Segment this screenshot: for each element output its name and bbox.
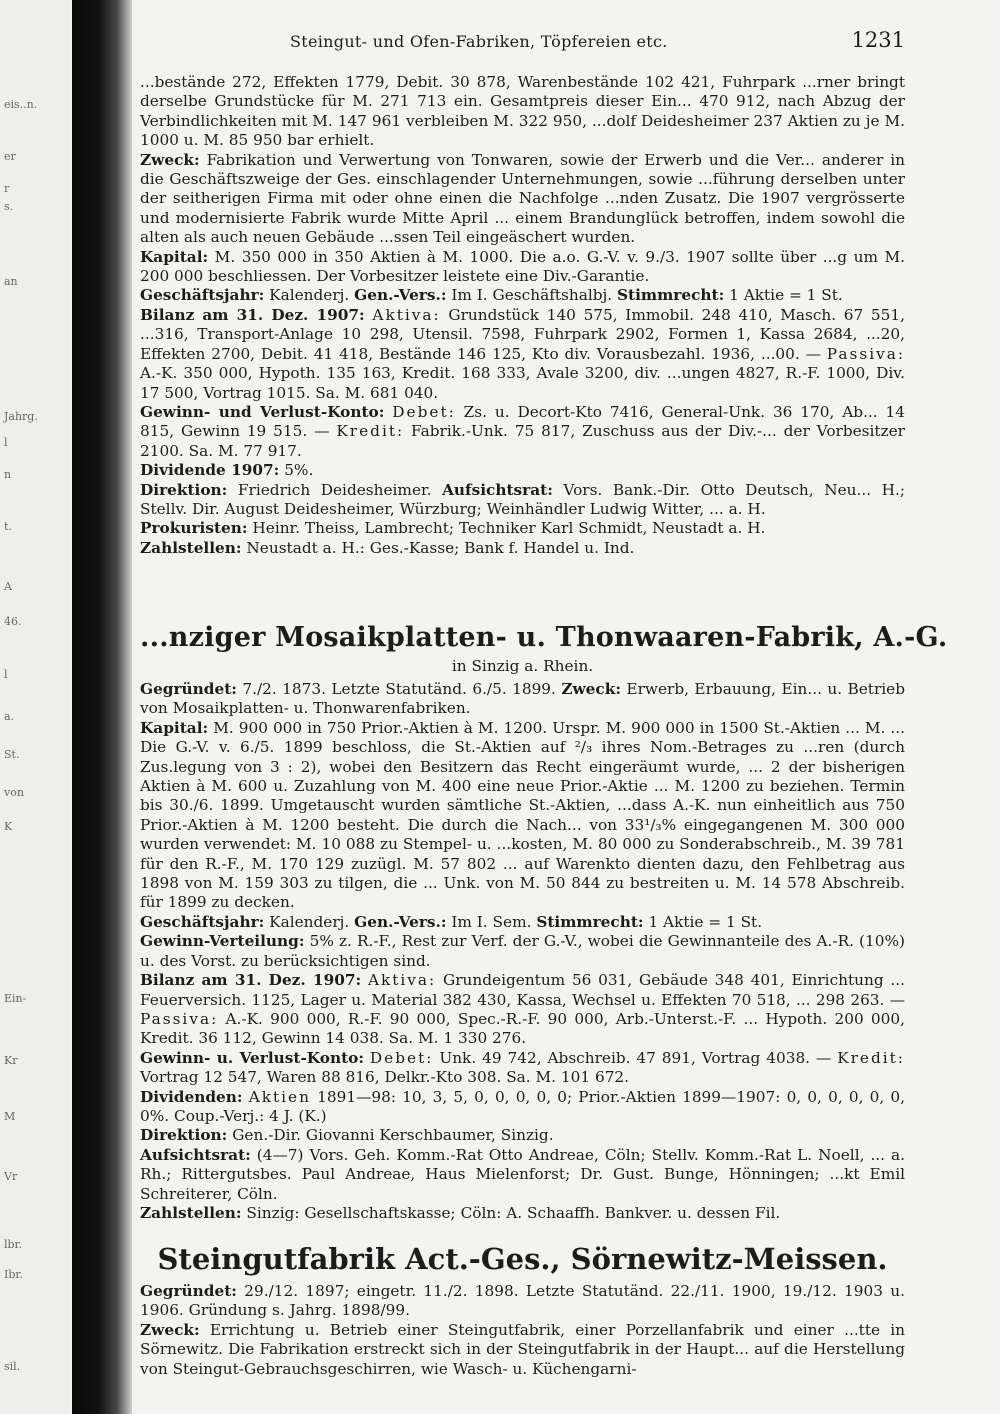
gutter-fragment: l [4, 668, 8, 681]
gutter-fragment: l [4, 436, 8, 449]
aufsichtsrat-paragraph: Aufsichtsrat: (4—7) Vors. Geh. Komm.-Rat Otto Andreae, Cöln; Stellv. Komm.-Rat L. Noell, ... a. Rh.; Rittergutsbes. Paul Andreae, Haus Mielenforst; Dr. Gust. Bunge, Hönningen; ...kt Emil Schreiterer, Cöln. [140, 1145, 905, 1203]
gegruendet-paragraph: Gegründet: 29./12. 1897; eingetr. 11./2. 1898. Letzte Statutänd. 22./11. 1900, 19./12. 1903 u. 1906. Gründung s. Jahrg. 1898/99. [140, 1282, 905, 1320]
gutter-fragment: Ein- [4, 992, 27, 1005]
gutter-fragment: sil. [4, 1360, 21, 1373]
prokuristen-paragraph: Prokuristen: Heinr. Theiss, Lambrecht; Techniker Karl Schmidt, Neustadt a. H. [140, 519, 766, 538]
entry-paragraph: ...bestände 272, Effekten 1779, Debit. 30 878, Warenbestände 102 421, Fuhrpark ...rner bringt derselbe Grundstücke für M. 271 713 ein. Gesamtpreis dieser Ein... 470 912, nach Abzug der Verbindlichkeiten mit M. 147 961 verbleiben M. 322 950, ...dolf Deidesheimer 237 Aktien zu je M. 1000 u. M. 85 950 bar erhielt. [140, 73, 905, 150]
gewinnverteilung-paragraph: Gewinn-Verteilung: 5% z. R.-F., Rest zur Verf. der G.-V., wobei die Gewinnanteile des A.-R. (10%) u. des Vorst. zu berücksichtigen sind. [140, 932, 905, 970]
gutter-fragment: K [4, 820, 13, 833]
gutter-fragment: Vr [4, 1170, 18, 1183]
zweck-paragraph: Zweck: Errichtung u. Betrieb einer Steingutfabrik, einer Porzellanfabrik und einer ...tte in Sörnewitz. Die Fabrikation erstreckt sich in der Steingutfabrik in der Haupt... auf die Herstellung von Steingut-Gebrauchsgeschirren, wie Wasch- u. Küchengarni- [140, 1320, 905, 1378]
zahlstellen-paragraph: Zahlstellen: Neustadt a. H.: Ges.-Kasse; Bank f. Handel u. Ind. [140, 538, 635, 557]
gutter-fragment: s. [4, 200, 14, 213]
running-title: Steingut- und Ofen-Fabriken, Töpfereien etc. [290, 32, 668, 51]
kapital-paragraph: Kapital: M. 350 000 in 350 Aktien à M. 1000. Die a.o. G.-V. v. 9./3. 1907 sollte über ...g um M. 200 000 beschliessen. Der Vorbesitzer leistete eine Div.-Garantie. [140, 247, 905, 286]
page-number: 1231 [851, 28, 905, 52]
gutter-fragment: eis..n. [4, 98, 38, 111]
gutter-fragment: St. [4, 748, 20, 761]
gutter-fragment: n [4, 468, 12, 481]
direktion-paragraph: Direktion: Gen.-Dir. Giovanni Kerschbaumer, Sinzig. [140, 1126, 554, 1145]
geschaeftsjahr-paragraph: Geschäftsjahr: Kalenderj. Gen.-Vers.: Im I. Geschäftshalbj. Stimmrecht: 1 Aktie = 1 St. [140, 286, 843, 305]
gutter-fragment: a. [4, 710, 15, 723]
gutter-fragment: Kr [4, 1054, 18, 1067]
gutter-fragment: M [4, 1110, 16, 1123]
dividenden-paragraph: Dividenden: Aktien 1891—98: 10, 3, 5, 0, 0, 0, 0, 0; Prior.-Aktien 1899—1907: 0, 0, 0, 0, 0, 0, 0%. Coup.-Verj.: 4 J. (K.) [140, 1087, 905, 1125]
gutter-fragment: Ibr. [4, 1268, 23, 1281]
dividende-paragraph: Dividende 1907: 5%. [140, 461, 314, 480]
company-title: Steingutfabrik Act.-Ges., Sörnewitz-Meissen. [157, 1242, 888, 1276]
gegruendet-paragraph: Gegründet: 7./2. 1873. Letzte Statutänd. 6./5. 1899. Zweck: Erwerb, Erbauung, Ein... u. Betrieb von Mosaikplatten- u. Thonwarenfabriken. [140, 680, 906, 718]
guv-paragraph: Gewinn- und Verlust-Konto: Debet: Zs. u. Decort-Kto 7416, General-Unk. 36 170, Ab... 14 815, Gewinn 19 515. — Kredit: Fabrik.-Unk. 75 817, Zuschuss aus der Div.-... der Vorbesitzer 2100. Sa. M. 77 917. [140, 402, 905, 460]
gutter-fragment: t. [4, 520, 12, 533]
gutter-fragment: 46. [4, 615, 22, 628]
page-header [140, 26, 905, 56]
entry-deidesheimer [140, 73, 905, 558]
book-binding-shadow [72, 0, 132, 1414]
kapital-paragraph: Kapital: M. 900 000 in 750 Prior.-Aktien à M. 1200. Urspr. M. 900 000 in 1500 St.-Aktien ... M. ... Die G.-V. v. 6./5. 1899 beschloss, die St.-Aktien auf ²/₃ ihres Nom.-Betrages zu ...ren (durch Zus.legung von 3 : 2), wobei den Besitzern das Recht eingeräumt wurde, ... 2 der bisherigen Aktien à M. 600 u. Zuzahlung von M. 400 eine neue Prior.-Aktie ... M. 1200 zu beziehen. Termin bis 30./6. 1899. Umgetauscht wurden sämtliche St.-Aktien, ...dass A.-K. nun einheitlich aus 750 Prior.-Aktien à M. 1200 besteht. Die durch die Nach... von 33¹/₃% eingegangenen M. 300 000 wurden verwendet: M. 10 088 zu Stempel- u. ...kosten, M. 80 000 zu Sonderabschreib., M. 39 781 für den R.-F., M. 170 129 zuzügl. M. 57 802 ... auf Warenkto dienten dazu, den Fehlbetrag aus 1898 von M. 159 303 zu tilgen, die ... Unk. von M. 50 844 zu bestreiten u. M. 14 578 Abschreib. für 1899 zu decken. [140, 718, 905, 912]
gutter-fragment: von [4, 786, 24, 799]
entry-soernewitz [140, 1282, 905, 1379]
gutter-fragment: an [4, 275, 18, 288]
zweck-paragraph: Zweck: Fabrikation und Verwertung von Tonwaren, sowie der Erwerb und die Ver... anderer in die Geschäftszweige der Ges. einschlagender Unternehmungen, sowie ...führung derselben unter der seitherigen Firma mit oder ohne einen die Nachfolge ...nden Zusatz. Die 1907 vergrösserte und modernisierte Fabrik wurde Mitte April ... einem Brandunglück betroffen, indem sowohl die alten als auch neuen Gebäude ...ssen Teil eingeäschert wurden. [140, 150, 905, 247]
adjacent-page-margin [0, 0, 70, 1414]
gutter-fragment: Jahrg. [4, 410, 38, 423]
guv-paragraph: Gewinn- u. Verlust-Konto: Debet: Unk. 49 742, Abschreib. 47 891, Vortrag 4038. — Kredit: Vortrag 12 547, Waren 88 816, Delkr.-Kto 308. Sa. M. 101 672. [140, 1048, 905, 1087]
bilanz-paragraph: Bilanz am 31. Dez. 1907: Aktiva: Grundeigentum 56 031, Gebäude 348 401, Einrichtung ... Feuerversich. 1125, Lager u. Material 382 430, Kassa, Wechsel u. Effekten 70 518, ... 298 263. — Passiva: A.-K. 900 000, R.-F. 90 000, Spec.-R.-F. 90 000, Arb.-Unterst.-F. ... Hypoth. 200 000, Kredit. 36 112, Gewinn 14 038. Sa. M. 1 330 276. [140, 971, 905, 1048]
gutter-fragment: er [4, 150, 16, 163]
direktion-paragraph: Direktion: Friedrich Deidesheimer. Aufsichtsrat: Vors. Bank.-Dir. Otto Deutsch, Neu... H.; Stellv. Dir. August Deidesheimer, Würzburg; Weinhändler Ludwig Witter, ... a. H. [140, 480, 905, 518]
entry-sinzig [140, 680, 905, 1223]
company-title: ...nziger Mosaikplatten- u. Thonwaaren-Fabrik, A.-G. [140, 622, 948, 653]
company-location: in Sinzig a. Rhein. [451, 657, 594, 675]
gutter-fragment: A [4, 580, 12, 593]
bilanz-paragraph: Bilanz am 31. Dez. 1907: Aktiva: Grundstück 140 575, Immobil. 248 410, Masch. 67 551, ...316, Transport-Anlage 10 298, Utensil. 7598, Fuhrpark 2902, Formen 1, Kassa 2684, ...20, Effekten 2700, Debit. 41 418, Bestände 146 125, Kto div. Vorausbezahl. 1936, ...00. — Passiva: A.-K. 350 000, Hypoth. 135 163, Kredit. 168 333, Avale 3200, div. ...ungen 4827, R.-F. 1000, Div. 17 500, Vortrag 1015. Sa. M. 681 040. [140, 305, 905, 402]
gutter-fragment: r [4, 182, 10, 195]
gutter-fragment: lbr. [4, 1238, 23, 1251]
geschaeftsjahr-paragraph: Geschäftsjahr: Kalenderj. Gen.-Vers.: Im I. Sem. Stimmrecht: 1 Aktie = 1 St. [140, 912, 763, 931]
zahlstellen-paragraph: Zahlstellen: Sinzig: Gesellschaftskasse; Cöln: A. Schaaffh. Bankver. u. dessen Fil. [140, 1203, 781, 1222]
